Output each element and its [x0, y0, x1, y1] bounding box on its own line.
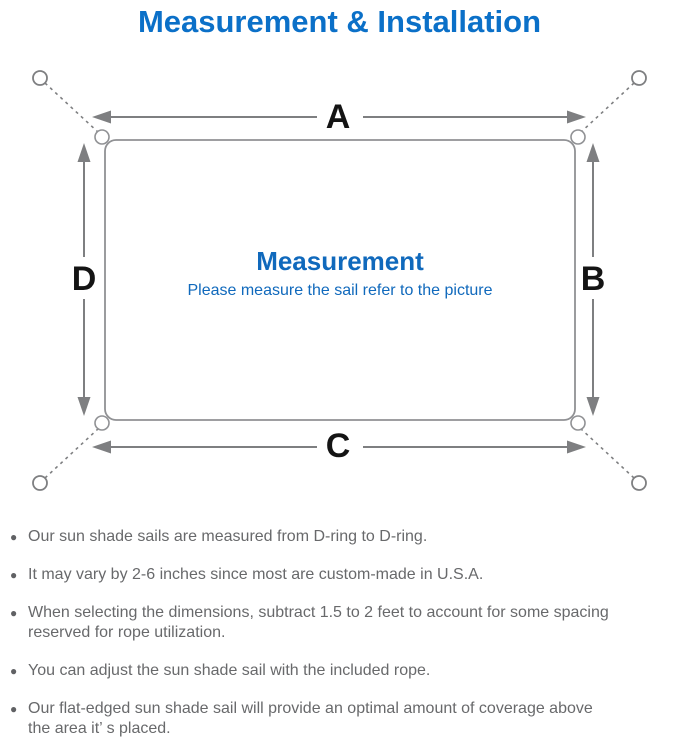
note-line: Our flat-edged sun shade sail will provide an optimal amount of coverage above	[28, 700, 593, 717]
note-line: Our sun shade sails are measured from D-ring to D-ring.	[28, 528, 428, 545]
d-ring-icon-top-left	[95, 130, 109, 144]
dimension-label-c: C	[325, 427, 351, 465]
bullet-icon: ●	[10, 606, 18, 620]
list-item	[10, 661, 677, 681]
note-text	[28, 661, 677, 681]
anchor-point-icon-bottom-left	[33, 476, 47, 490]
arrowhead-left-icon	[92, 441, 111, 454]
bullet-icon: ●	[10, 530, 18, 544]
note-line: You can adjust the sun shade sail with the included rope.	[28, 662, 431, 679]
measurement-notes-list	[10, 527, 677, 739]
rope-line-bottom-left	[45, 428, 99, 478]
bullet-icon: ●	[10, 664, 18, 678]
d-ring-icon-bottom-right	[571, 416, 585, 430]
note-line: the area it’ s placed.	[28, 720, 171, 737]
arrowhead-down-icon	[78, 397, 91, 416]
dimension-label-d: D	[71, 260, 97, 298]
note-line: It may vary by 2-6 inches since most are custom-made in U.S.A.	[28, 566, 484, 583]
note-line: When selecting the dimensions, subtract 1.5 to 2 feet to account for some spacing	[28, 604, 609, 621]
note-text	[28, 565, 677, 585]
arrowhead-up-icon	[587, 143, 600, 162]
rope-line-top-right	[580, 83, 634, 133]
diagram-center-caption: Please measure the sail refer to the picture	[187, 282, 493, 299]
arrowhead-right-icon	[567, 441, 586, 454]
anchor-point-icon-bottom-right	[632, 476, 646, 490]
sail-outline	[105, 140, 575, 420]
bullet-icon: ●	[10, 568, 18, 582]
d-ring-icon-bottom-left	[95, 416, 109, 430]
diagram-center-heading: Measurement	[256, 246, 424, 276]
arrowhead-right-icon	[567, 111, 586, 124]
note-line: reserved for rope utilization.	[28, 624, 226, 641]
rope-line-top-left	[45, 83, 99, 133]
arrowhead-down-icon	[587, 397, 600, 416]
anchor-point-icon-top-left	[33, 71, 47, 85]
note-text	[28, 699, 677, 739]
page-title: Measurement & Installation	[137, 4, 542, 39]
arrowhead-up-icon	[78, 143, 91, 162]
dimension-label-a: A	[325, 98, 351, 136]
sail-measurement-diagram	[0, 55, 679, 510]
rope-line-bottom-right	[580, 428, 634, 478]
arrowhead-left-icon	[92, 111, 111, 124]
list-item	[10, 699, 677, 739]
list-item	[10, 565, 677, 585]
list-item	[10, 603, 677, 643]
bullet-icon: ●	[10, 702, 18, 716]
note-text	[28, 603, 677, 643]
list-item	[10, 527, 677, 547]
d-ring-icon-top-right	[571, 130, 585, 144]
anchor-point-icon-top-right	[632, 71, 646, 85]
note-text	[28, 527, 677, 547]
dimension-label-b: B	[580, 260, 606, 298]
